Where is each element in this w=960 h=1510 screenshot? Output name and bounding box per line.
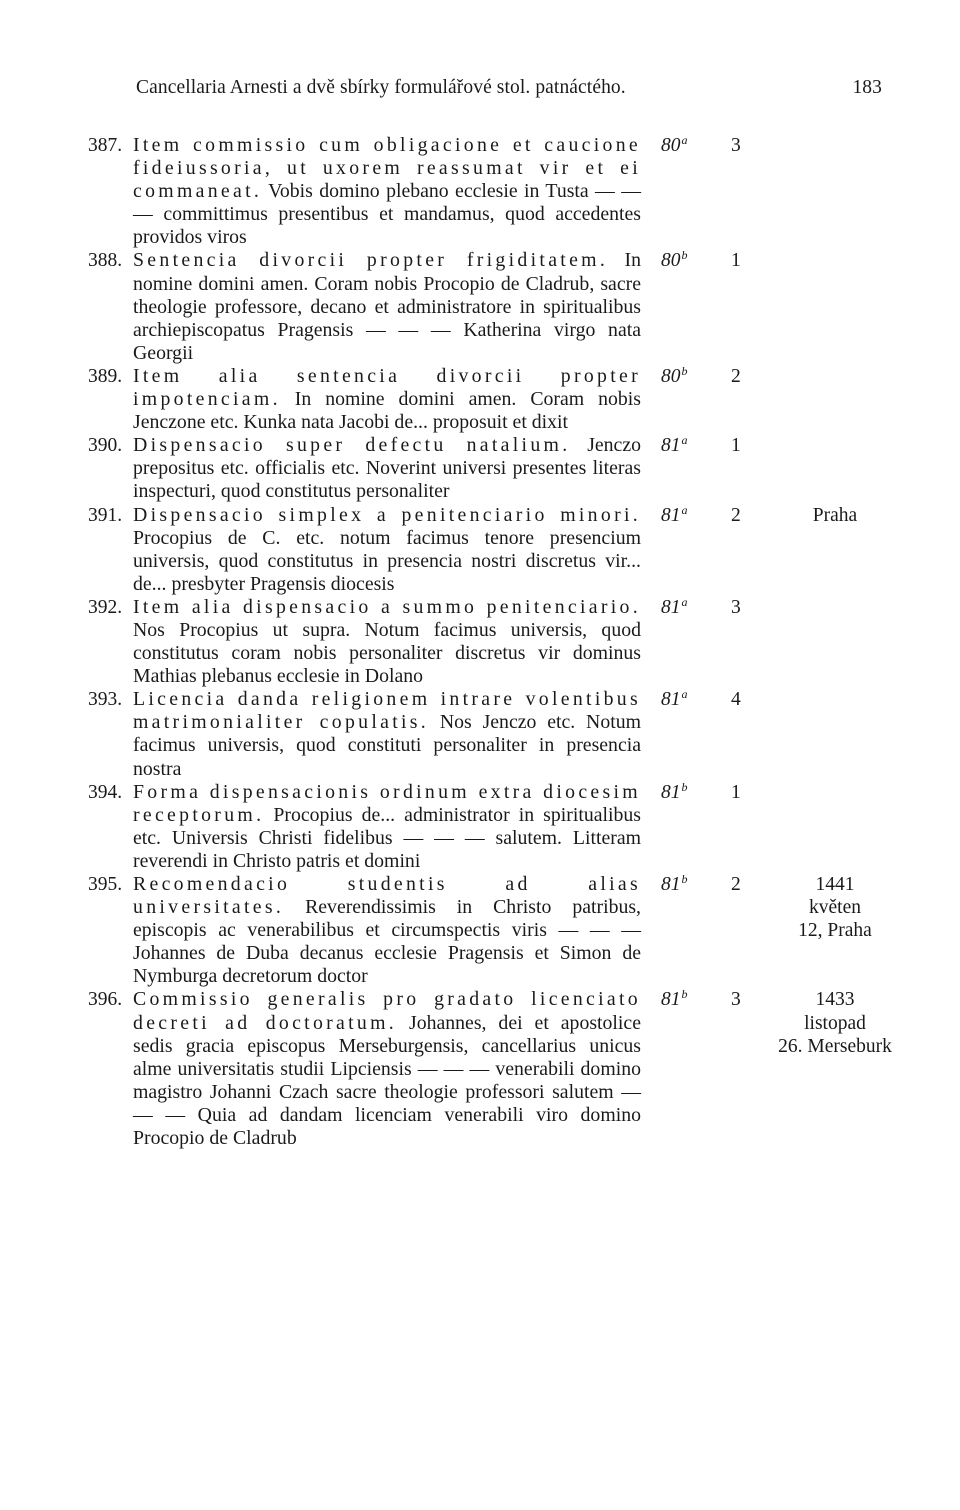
entry-body: Procopius de... administrator in spiritualibus etc. Universis Christi fidelibus — — — salutem. Litteram reverendi in Christo patris et domini bbox=[133, 803, 641, 872]
position-number: 3 bbox=[731, 596, 741, 618]
folio-reference bbox=[661, 504, 709, 527]
entry-body: Vobis domino plebano ecclesie in Tusta — — — committimus presentibus et mandamus, quod accedentes providos viros bbox=[133, 180, 641, 249]
folio-reference bbox=[661, 434, 709, 457]
entry-394 bbox=[0, 781, 960, 873]
entry-393 bbox=[0, 688, 960, 780]
folio-side: a bbox=[681, 594, 688, 609]
entry-number: 396. bbox=[88, 989, 123, 1011]
folio-number: 81 bbox=[661, 989, 681, 1011]
position-number: 1 bbox=[731, 435, 741, 457]
entry-heading: Sentencia divorcii propter frigiditatem. bbox=[133, 249, 609, 272]
entry-number: 394. bbox=[88, 781, 123, 803]
position-number: 2 bbox=[731, 504, 741, 526]
entry-body: Procopius de C. etc. notum facimus tenore presencium universis, quod constitutus in presencia nostri discretus vir... de... presbyter Pragensis diocesis bbox=[133, 526, 641, 595]
entry-number: 393. bbox=[88, 689, 123, 711]
entry-text bbox=[133, 688, 641, 780]
folio-number: 81 bbox=[661, 504, 681, 526]
folio-side: b bbox=[681, 987, 688, 1002]
entry-395 bbox=[0, 873, 960, 988]
folio-reference bbox=[661, 988, 709, 1011]
entry-number: 395. bbox=[88, 874, 123, 895]
folio-side: a bbox=[681, 133, 688, 147]
entry-heading: Recomendacio studentis ad alias universitates. bbox=[133, 873, 641, 919]
page-number: 183 bbox=[852, 77, 882, 98]
entry-number: 391. bbox=[88, 504, 123, 526]
entry-body: Jenczo prepositus etc. officialis etc. Noverint universi presentes literas inspecturi, quod constitutus personaliter bbox=[133, 434, 642, 503]
folio-number: 81 bbox=[661, 781, 681, 803]
entry-body: Nos Procopius ut supra. Notum facimus universis, quod constitutus coram nobis personaliter discretus vir dominus Mathias plebanus ecclesie in Dolano bbox=[133, 618, 641, 688]
folio-number: 81 bbox=[661, 596, 681, 618]
position-number: 4 bbox=[731, 689, 741, 711]
margin-note: 1441 květen 12, Praha bbox=[798, 874, 872, 942]
entry-text bbox=[133, 365, 641, 434]
entry-392 bbox=[0, 596, 960, 688]
entry-heading: Dispensacio super defectu natalium. bbox=[133, 434, 571, 457]
entry-list bbox=[0, 134, 960, 1150]
folio-number: 80 bbox=[661, 250, 681, 272]
folio-reference bbox=[661, 596, 709, 619]
entry-heading: Item alia dispensacio a summo penitenciario. bbox=[133, 595, 641, 618]
running-head bbox=[136, 74, 882, 102]
entry-391 bbox=[0, 504, 960, 596]
folio-number: 80 bbox=[661, 135, 681, 156]
entry-body: Reverendissimis in Christo patribus, episcopis ac venerabilibus et circumspectis viris — — — Johannes de Duba decanus ecclesie Pragensis et Simon de Nymburga decretorum doctor bbox=[133, 896, 641, 988]
folio-side: a bbox=[681, 502, 688, 517]
margin-note: Praha bbox=[812, 504, 858, 526]
entry-text bbox=[133, 134, 641, 249]
entry-text bbox=[133, 988, 641, 1150]
entry-387 bbox=[0, 134, 960, 249]
entry-body: Nos Jenczo etc. Notum facimus universis, quod constituti personaliter in presencia nostra bbox=[133, 711, 641, 780]
entry-heading: Commissio generalis pro gradato licenciato decreti ad doctoratum. bbox=[133, 988, 641, 1034]
folio-number: 81 bbox=[661, 435, 681, 457]
folio-side: b bbox=[681, 363, 688, 378]
position-number: 3 bbox=[731, 135, 741, 156]
entry-heading: Forma dispensacionis ordinum extra diocesim receptorum. bbox=[133, 780, 641, 826]
entry-number: 388. bbox=[88, 250, 123, 272]
running-title: Cancellaria Arnesti a dvě sbírky formulářové stol. patnáctého. bbox=[136, 77, 626, 98]
folio-number: 80 bbox=[661, 365, 681, 387]
folio-reference bbox=[661, 873, 709, 896]
entry-number: 389. bbox=[88, 365, 123, 387]
folio-reference bbox=[661, 365, 709, 388]
entry-heading: Item commissio cum obligacione et caucione fideiussoria, ut uxorem reassumat vir et ei commaneat. bbox=[133, 134, 641, 203]
entry-number: 390. bbox=[88, 435, 123, 457]
entry-text bbox=[133, 781, 641, 873]
entry-396 bbox=[0, 988, 960, 1150]
position-number: 1 bbox=[731, 781, 741, 803]
folio-reference bbox=[661, 249, 709, 272]
entry-text bbox=[133, 873, 641, 988]
position-number: 2 bbox=[731, 874, 741, 895]
position-number: 2 bbox=[731, 365, 741, 387]
entry-text bbox=[133, 249, 641, 364]
folio-side: a bbox=[681, 433, 688, 448]
margin-note: 1433 listopad 26. Merseburk bbox=[778, 989, 892, 1057]
entry-text bbox=[133, 504, 641, 596]
entry-body: In nomine domini amen. Coram nobis Procopio de Cladrub, sacre theologie professore, decano et administratore in spiritualibus archiepiscopatus Pragensis — — — Katherina virgo nata Georgii bbox=[133, 249, 641, 364]
entry-389 bbox=[0, 365, 960, 434]
folio-side: a bbox=[681, 687, 688, 702]
entry-heading: Licencia danda religionem intrare volentibus matrimonialiter copulatis. bbox=[133, 688, 641, 734]
entry-heading: Dispensacio simplex a penitenciario minori. bbox=[133, 503, 641, 526]
entry-388 bbox=[0, 249, 960, 364]
entry-number: 387. bbox=[88, 135, 123, 156]
folio-number: 81 bbox=[661, 689, 681, 711]
folio-reference bbox=[661, 688, 709, 711]
entry-body: Johannes, dei et apostolice sedis gracia episcopus Merseburgensis, cancellarius unicus alme universitatis studii Lipciensis — — — venerabili domino magistro Johanni Czach sacre theologie professori salutem — — — Quia ad dandam licenciam venerabili viro domino Procopio de Cladrub bbox=[133, 1011, 641, 1150]
folio-reference bbox=[661, 134, 709, 157]
entry-text bbox=[133, 596, 641, 688]
folio-reference bbox=[661, 781, 709, 804]
folio-number: 81 bbox=[661, 874, 681, 895]
entry-number: 392. bbox=[88, 596, 123, 618]
position-number: 3 bbox=[731, 989, 741, 1011]
folio-side: b bbox=[681, 779, 688, 794]
entry-text bbox=[133, 434, 641, 503]
folio-side: b bbox=[681, 248, 688, 263]
entry-body: In nomine domini amen. Coram nobis Jenczone etc. Kunka nata Jacobi de... proposuit et dixit bbox=[133, 388, 641, 434]
entry-390 bbox=[0, 434, 960, 503]
position-number: 1 bbox=[731, 250, 741, 272]
entry-heading: Item alia sentencia divorcii propter impotenciam. bbox=[133, 364, 641, 411]
folio-side: b bbox=[681, 872, 688, 886]
